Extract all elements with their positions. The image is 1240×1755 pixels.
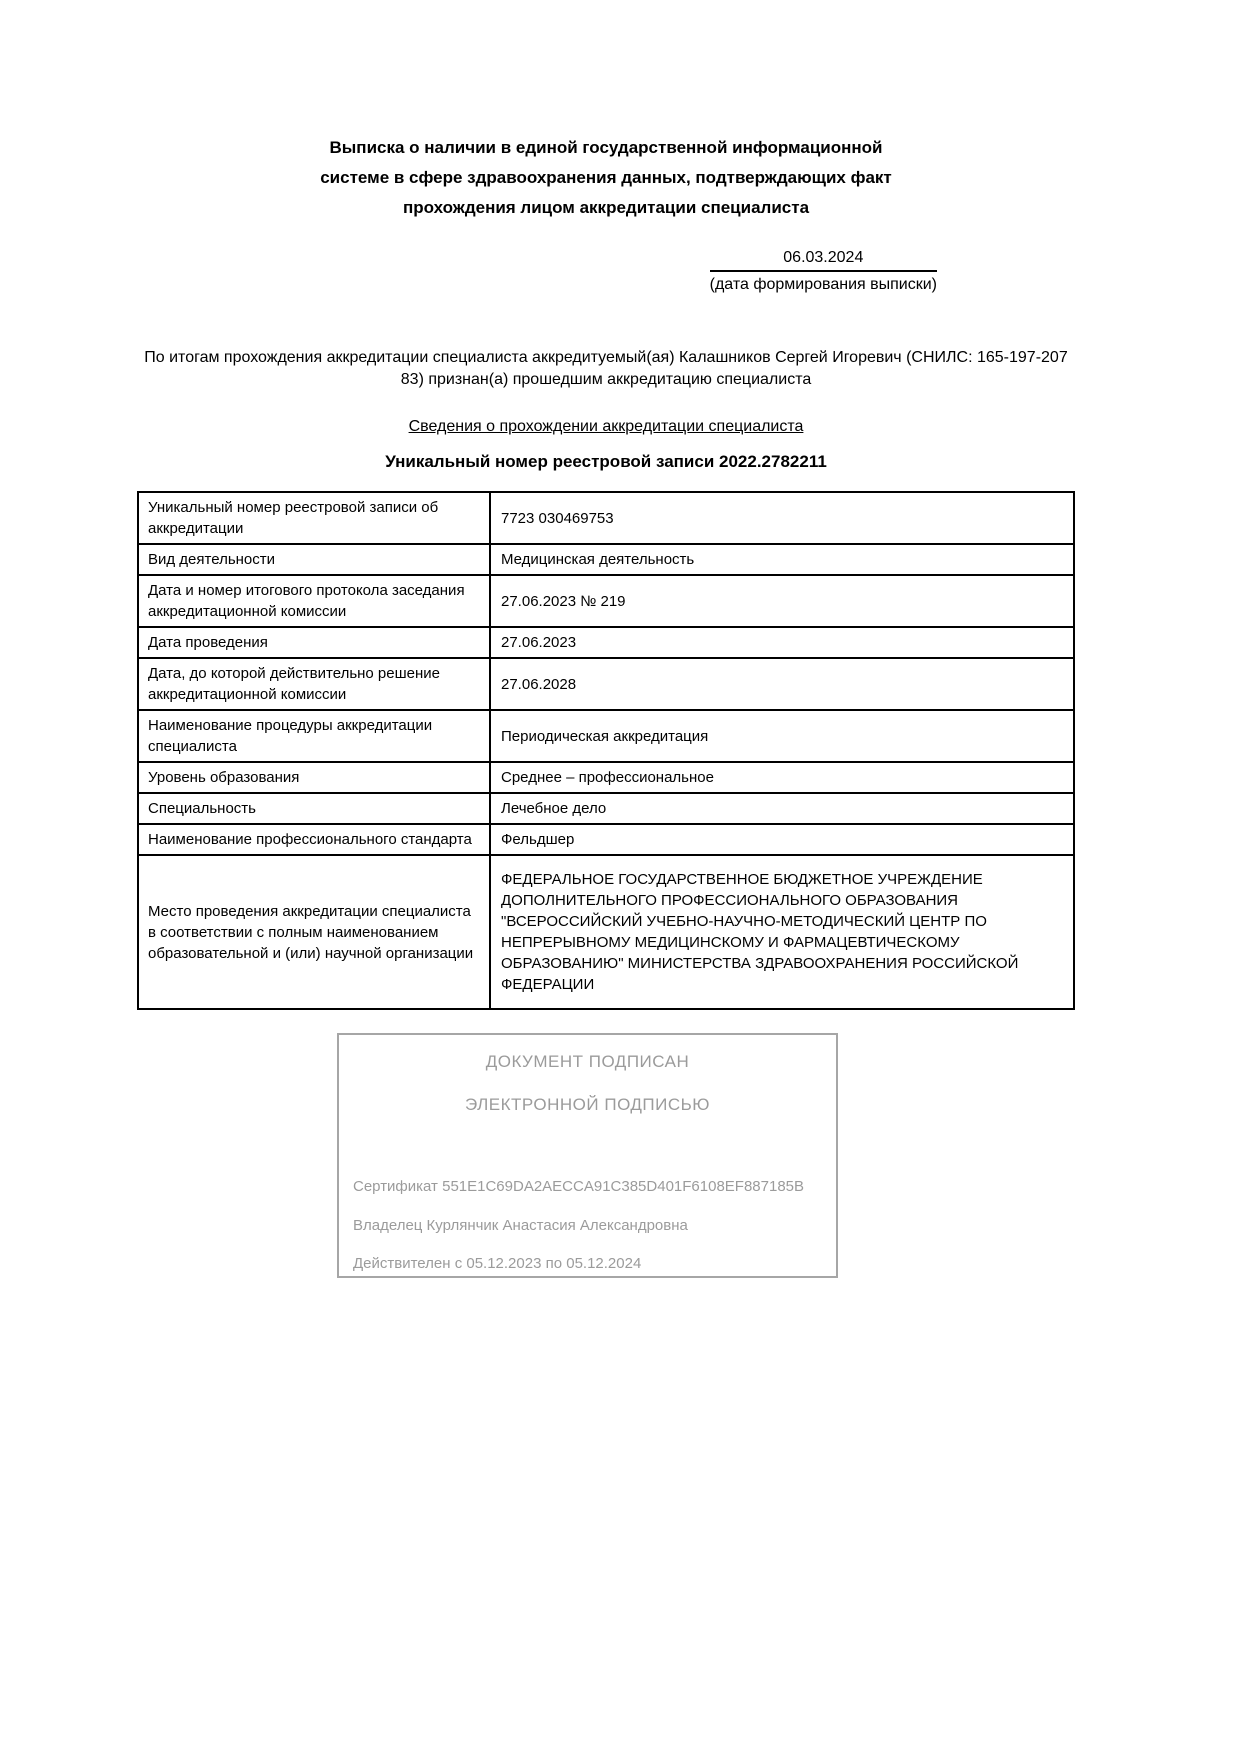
table-row-label: Уникальный номер реестровой записи об аккредитации [138,492,490,544]
table-row [138,492,1074,544]
table-row-label: Дата, до которой действительно решение аккредитационной комиссии [138,658,490,710]
table-row-label: Место проведения аккредитации специалиста в соответствии с полным наименованием образовательной и (или) научной организации [138,855,490,1009]
signature-owner: Владелец Курлянчик Анастасия Александровна [353,1217,688,1234]
table-row-value: Лечебное дело [490,793,1074,824]
electronic-signature-stamp [337,1033,838,1278]
table-row-label: Дата проведения [138,627,490,658]
table-row-label: Дата и номер итогового протокола заседания аккредитационной комиссии [138,575,490,627]
table-row-value: 27.06.2028 [490,658,1074,710]
issue-date-value: 06.03.2024 [710,248,937,272]
table-row [138,824,1074,855]
table-row-value: Периодическая аккредитация [490,710,1074,762]
table-row [138,575,1074,627]
table-row-value: 27.06.2023 [490,627,1074,658]
issue-date-block [137,248,1075,295]
section-heading: Сведения о прохождении аккредитации специалиста [408,418,804,435]
table-row-label: Специальность [138,793,490,824]
table-row-label: Наименование процедуры аккредитации специалиста [138,710,490,762]
table-row-value: Среднее – профессиональное [490,762,1074,793]
intro-paragraph: По итогам прохождения аккредитации специалиста аккредитуемый(ая) Калашников Сергей Игоревич (СНИЛС: 165-197-207 83) признан(а) прошедшим аккредитацию специалиста [144,349,1068,388]
table-row-label: Уровень образования [138,762,490,793]
accreditation-table [137,491,1075,1010]
table-row-value: 27.06.2023 № 219 [490,575,1074,627]
signature-title-line2: ЭЛЕКТРОННОЙ ПОДПИСЬЮ [465,1095,710,1114]
table-row-value: Медицинская деятельность [490,544,1074,575]
table-row-value: Фельдшер [490,824,1074,855]
table-row [138,544,1074,575]
table-row [138,855,1074,1009]
table-row [138,710,1074,762]
table-row [138,627,1074,658]
signature-title-line1: ДОКУМЕНТ ПОДПИСАН [485,1052,690,1071]
registry-number-heading: Уникальный номер реестровой записи 2022.2782211 [385,452,827,471]
table-row-value: 7723 030469753 [490,492,1074,544]
table-row-label: Вид деятельности [138,544,490,575]
signature-validity: Действителен с 05.12.2023 по 05.12.2024 [353,1255,642,1272]
table-row-label: Наименование профессионального стандарта [138,824,490,855]
accreditation-table-body [138,492,1074,1009]
issue-date [710,248,937,295]
signature-certificate: Сертификат 551E1C69DA2AECCA91C385D401F6108EF887185B [353,1178,805,1195]
table-row [138,793,1074,824]
issue-date-caption: (дата формирования выписки) [709,276,937,293]
table-row-value: ФЕДЕРАЛЬНОЕ ГОСУДАРСТВЕННОЕ БЮДЖЕТНОЕ УЧРЕЖДЕНИЕ ДОПОЛНИТЕЛЬНОГО ПРОФЕССИОНАЛЬНОГО ОБРАЗОВАНИЯ "ВСЕРОССИЙСКИЙ УЧЕБНО-НАУЧНО-МЕТОДИЧЕСКИЙ ЦЕНТР ПО НЕПРЕРЫВНОМУ МЕДИЦИНСКОМУ И ФАРМАЦЕВТИЧЕСКОМУ ОБРАЗОВАНИЮ" МИНИСТЕРСТВА ЗДРАВООХРАНЕНИЯ РОССИЙСКОЙ ФЕДЕРАЦИИ [490,855,1074,1009]
table-row [138,762,1074,793]
document-title: Выписка о наличии в единой государственной информационной системе в сфере здравоохранения данных, подтверждающих факт прохождения лицом аккредитации специалиста [320,138,892,217]
table-row [138,658,1074,710]
